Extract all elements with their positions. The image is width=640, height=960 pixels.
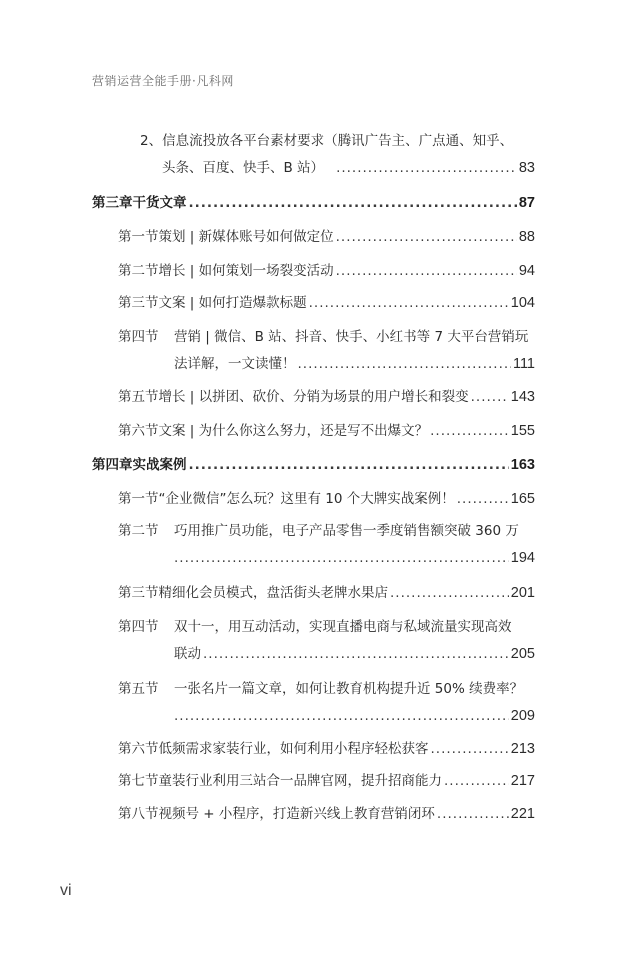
section-label: 第五节 <box>118 389 159 405</box>
toc-section[interactable] <box>118 290 535 317</box>
leader-dots <box>390 580 509 607</box>
section-title-line2: 联动 <box>174 646 201 662</box>
page-number: 209 <box>510 708 535 724</box>
section-label: 第六节 <box>118 423 159 439</box>
section-label: 第一节 <box>118 229 159 245</box>
section-label: 第五节 <box>118 681 159 697</box>
page-number: 94 <box>518 263 535 279</box>
page-number: 205 <box>510 646 535 662</box>
section-label: 第四节 <box>118 619 159 635</box>
toc-section[interactable] <box>118 486 535 513</box>
entry-title-line1: 2、信息流投放各平台素材要求（腾讯广告主、广点通、知乎、 <box>140 133 514 149</box>
section-label: 第四节 <box>118 329 159 345</box>
section-title: 低频需求家装行业，如何利用小程序轻松获客 <box>158 741 429 757</box>
section-title: 童装行业利用三站合一品牌官网，提升招商能力 <box>158 773 442 789</box>
leader-dots <box>174 545 509 572</box>
toc-section[interactable] <box>118 768 535 795</box>
section-label: 第一节 <box>118 491 159 507</box>
section-title-line1: 巧用推广员功能，电子产品零售一季度销售额突破 360 万 <box>174 523 519 539</box>
section-title-line1: 一张名片一篇文章，如何让教育机构提升近 50% 续费率？ <box>174 681 524 697</box>
leader-dots <box>189 190 517 217</box>
section-title: 增长 | 如何策划一场裂变活动 <box>158 263 334 279</box>
toc-entry-platform-requirements[interactable] <box>140 128 535 182</box>
page-folio: vi <box>60 882 72 899</box>
section-label: 第七节 <box>118 773 159 789</box>
page-number: 83 <box>518 160 535 176</box>
section-title-line2: 法详解，一文读懂！ <box>174 356 296 372</box>
running-header: 营销运营全能手册·凡科网 <box>92 74 234 88</box>
chapter-label: 第四章 <box>92 457 133 473</box>
chapter-label: 第三章 <box>92 195 133 211</box>
page-number: 88 <box>518 229 535 245</box>
toc-section[interactable] <box>118 518 535 572</box>
page-number: 104 <box>510 295 535 311</box>
leader-dots <box>336 224 517 251</box>
leader-dots <box>298 351 511 378</box>
toc-section[interactable] <box>118 258 535 285</box>
toc-section[interactable] <box>118 384 535 411</box>
section-label: 第三节 <box>118 295 159 311</box>
section-label: 第八节 <box>118 806 159 822</box>
page-number: 201 <box>510 585 535 601</box>
section-title-line1: 营销 | 微信、B 站、抖音、快手、小红书等 7 大平台营销玩 <box>174 329 529 345</box>
page-number: 87 <box>518 195 535 211</box>
section-title: 精细化会员模式，盘活街头老牌水果店 <box>158 585 388 601</box>
toc-chapter-4[interactable] <box>92 452 535 479</box>
page-number: 165 <box>510 491 535 507</box>
section-label: 第三节 <box>118 585 159 601</box>
page-number: 194 <box>510 550 535 566</box>
section-label: 第二节 <box>118 263 159 279</box>
toc-chapter-3[interactable] <box>92 190 535 217</box>
section-label: 第六节 <box>118 741 159 757</box>
section-label: 第二节 <box>118 523 159 539</box>
leader-dots <box>336 155 517 182</box>
section-title: 文案 | 为什么你这么努力，还是写不出爆文？ <box>158 423 429 439</box>
toc-section[interactable] <box>118 324 535 378</box>
toc-section[interactable] <box>118 614 535 668</box>
section-title: 文案 | 如何打造爆款标题 <box>158 295 307 311</box>
page-number: 163 <box>510 457 535 473</box>
leader-dots <box>336 258 517 285</box>
page-number: 213 <box>510 741 535 757</box>
toc-section[interactable] <box>118 676 535 730</box>
toc-section[interactable] <box>118 580 535 607</box>
page-number: 111 <box>512 356 535 372</box>
leader-dots <box>457 486 509 513</box>
toc-section[interactable] <box>118 418 535 445</box>
section-title: 策划 | 新媒体账号如何做定位 <box>158 229 334 245</box>
leader-dots <box>309 290 509 317</box>
section-title: 视频号 + 小程序，打造新兴线上教育营销闭环 <box>158 806 435 822</box>
section-title: “企业微信”怎么玩？这里有 10 个大牌实战案例！ <box>158 491 455 507</box>
leader-dots <box>203 641 509 668</box>
page-number: 217 <box>510 773 535 789</box>
leader-dots <box>471 384 509 411</box>
toc-section[interactable] <box>118 736 535 763</box>
toc-section[interactable] <box>118 224 535 251</box>
page-number: 221 <box>510 806 535 822</box>
leader-dots <box>437 801 509 828</box>
section-title-line1: 双十一，用互动活动，实现直播电商与私域流量实现高效 <box>174 619 512 635</box>
entry-title-line2: 头条、百度、快手、B 站） <box>162 160 325 176</box>
leader-dots <box>444 768 509 795</box>
leader-dots <box>430 418 509 445</box>
toc-section[interactable] <box>118 801 535 828</box>
leader-dots <box>431 736 509 763</box>
page-number: 143 <box>510 389 535 405</box>
chapter-title: 干货文章 <box>132 195 187 211</box>
chapter-title: 实战案例 <box>132 457 187 473</box>
page-number: 155 <box>510 423 535 439</box>
leader-dots <box>189 452 509 479</box>
section-title: 增长 | 以拼团、砍价、分销为场景的用户增长和裂变 <box>158 389 469 405</box>
leader-dots <box>174 703 509 730</box>
